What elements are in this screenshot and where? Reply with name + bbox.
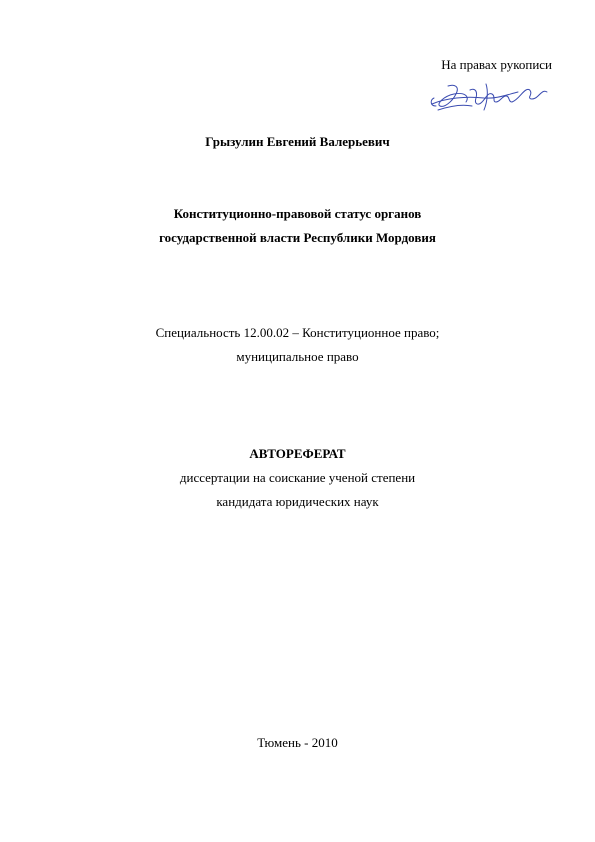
specialty-line-1: Специальность 12.00.02 – Конституционное право; — [155, 325, 440, 340]
purpose-line-1: диссертации на соискание ученой степени — [179, 470, 416, 485]
dissertation-title-line-2: государственной власти Республики Мордовия — [159, 230, 436, 245]
document-type-heading: АВТОРЕФЕРАТ — [249, 446, 346, 461]
manuscript-rights-note: На правах рукописи — [441, 57, 552, 72]
dissertation-title-line-1: Конституционно-правовой статус органов — [173, 206, 422, 221]
specialty-line-2: муниципальное право — [236, 349, 359, 364]
place-and-year: Тюмень - 2010 — [257, 735, 338, 750]
purpose-line-2: кандидата юридических наук — [216, 494, 379, 509]
author-name: Грызулин Евгений Валерьевич — [205, 134, 390, 149]
handwritten-signature — [426, 80, 551, 116]
